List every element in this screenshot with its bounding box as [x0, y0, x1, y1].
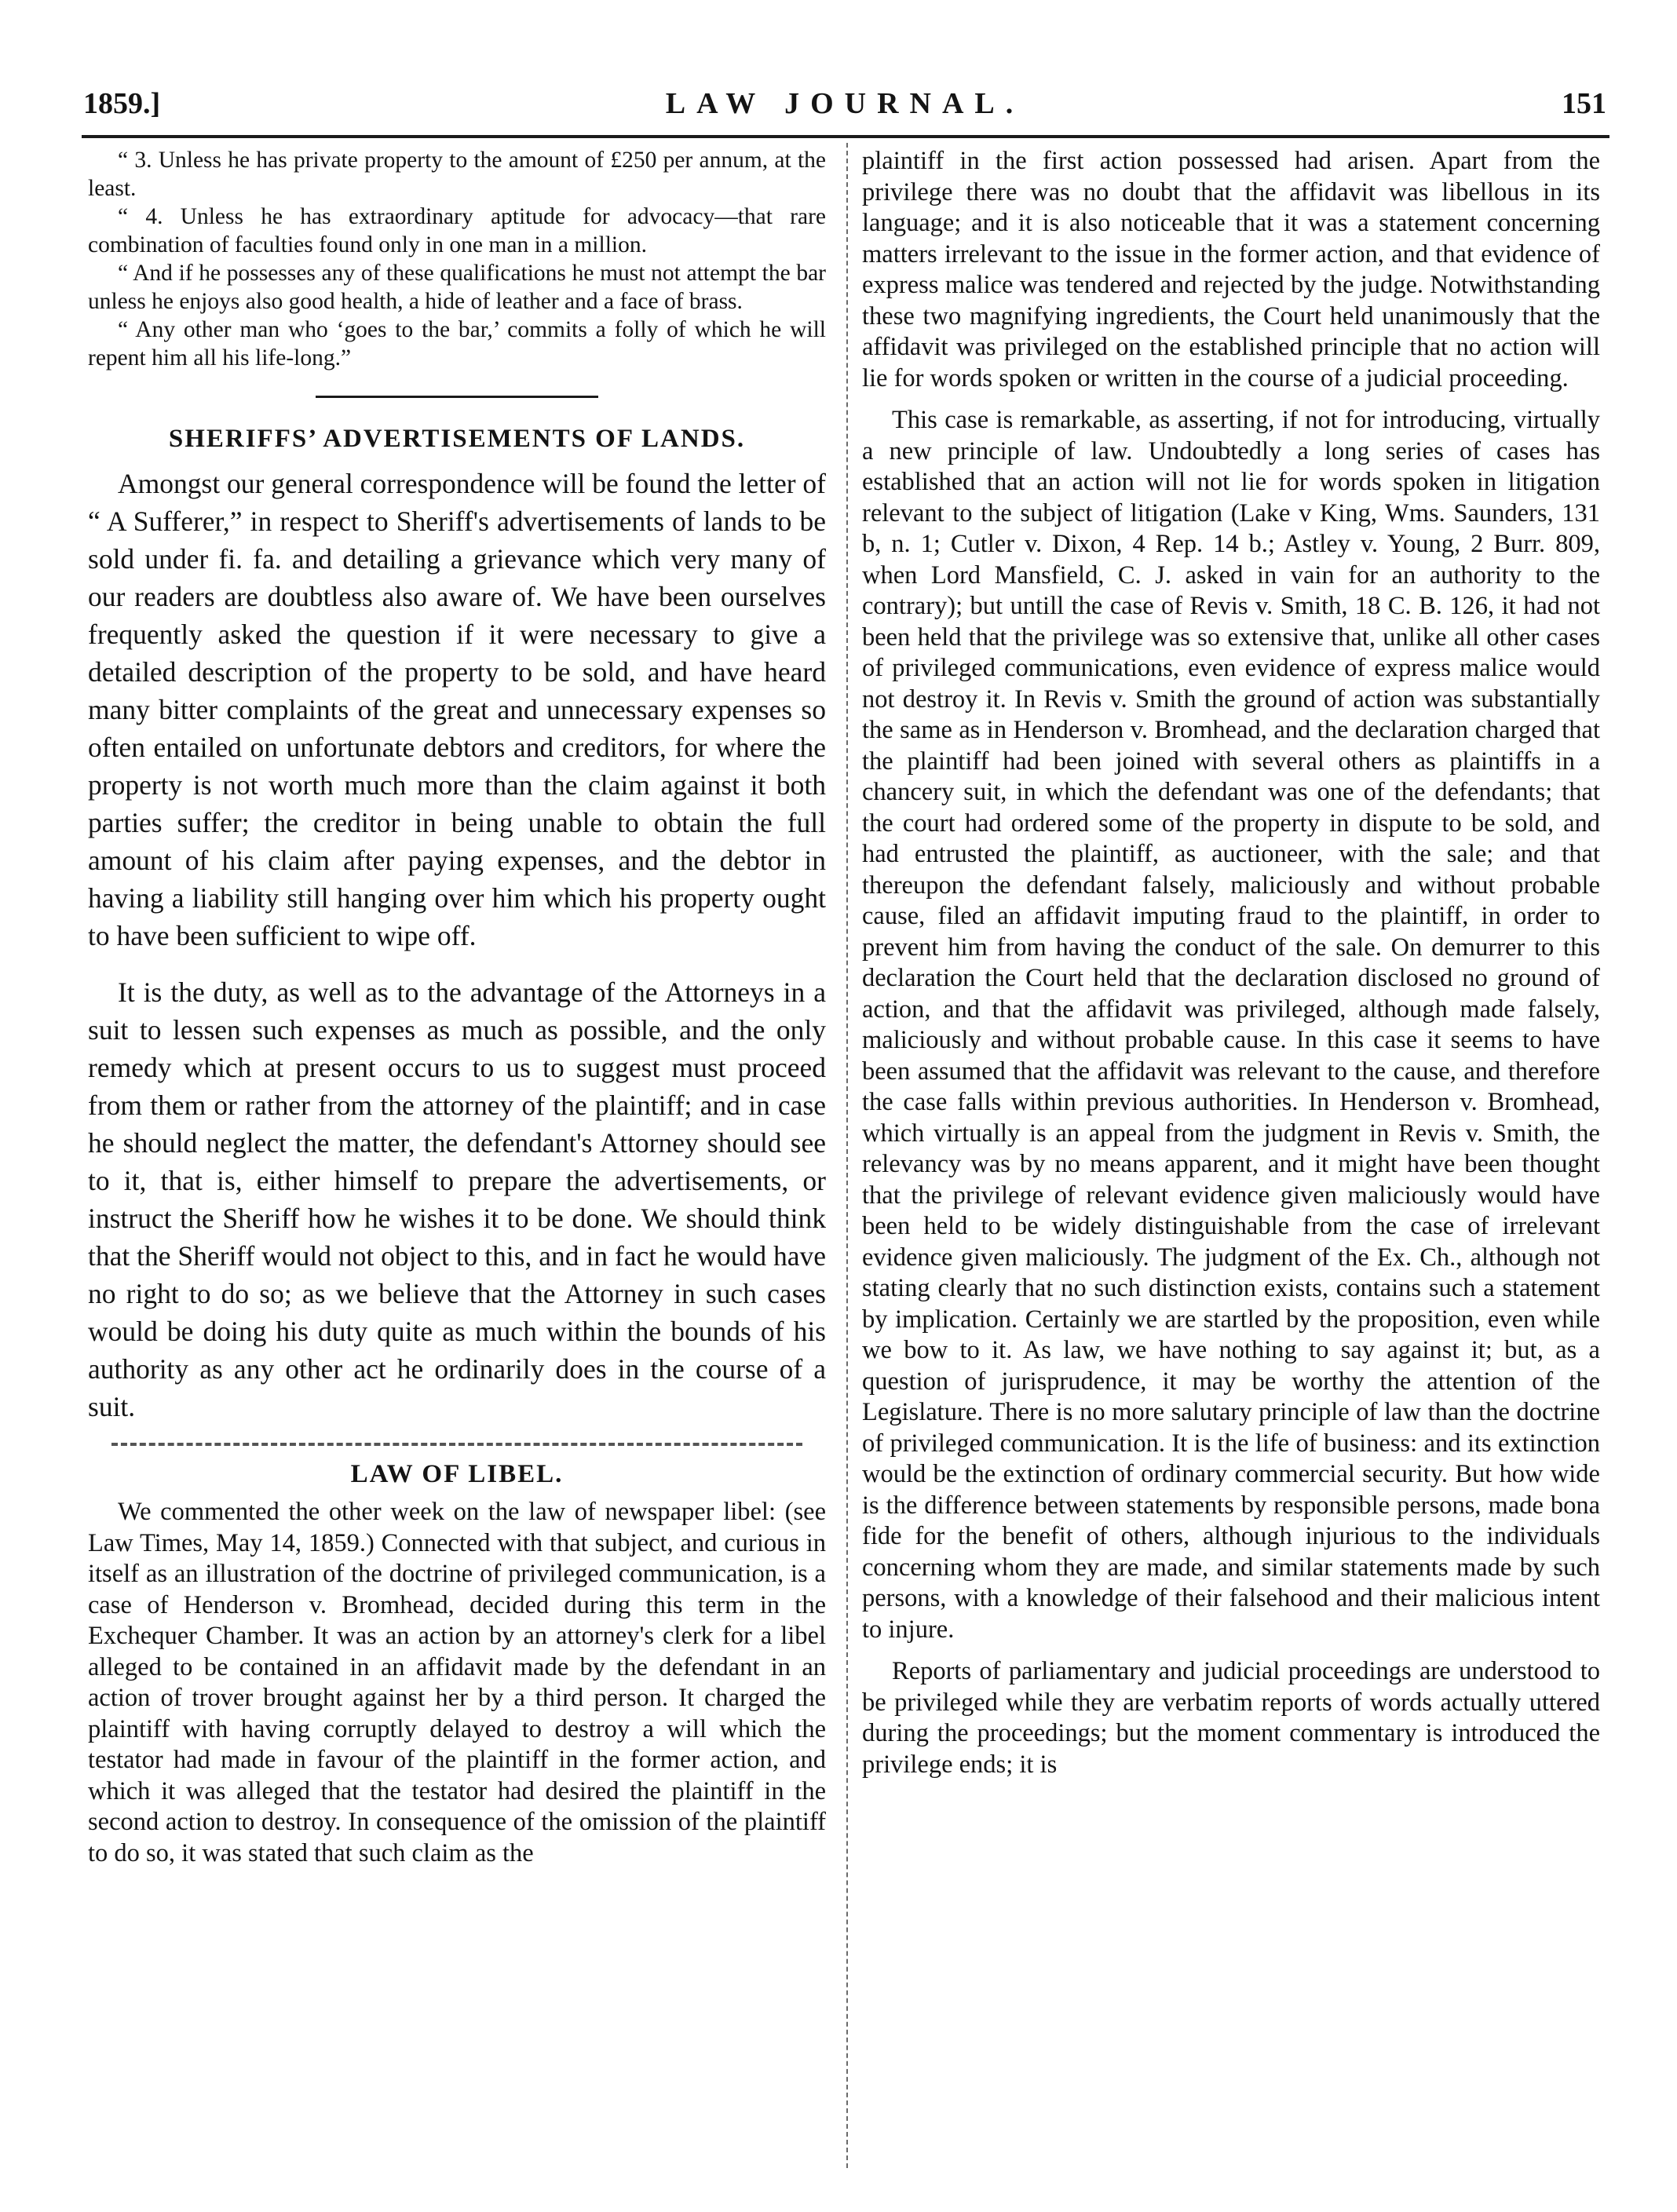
quote-paragraph: “ And if he possesses any of these qualifications he must not attempt the bar unless he enjoys also good health, a hide of leather and a face of brass. [88, 261, 826, 314]
page-number: 151 [1562, 87, 1606, 120]
paragraph-gap [88, 955, 826, 973]
paragraph-gap [862, 394, 1600, 405]
left-column [88, 146, 826, 1869]
right-column [862, 146, 1600, 1780]
sheriffs-paragraph: It is the duty, as well as to the advantage of the Attorneys in a suit to lessen such expenses as much as possible, and the only remedy which at present occurs to us to suggest must proceed from them or rather from the attorney of the plaintiff; and in case he should neglect the matter, the defendant's Attorney should see to it, that is, either himself to prepare the advertisements, or instruct the Sheriff how he wishes it to be done. We should think that the Sheriff would not object to this, and in fact he would have no right to do so; as we believe that the Attorney in such cases would be doing his duty quite as much within the bounds of his authority as any other act he ordinarily does in the course of a suit. [88, 976, 826, 1422]
header-rule [82, 135, 1609, 138]
paragraph-gap [862, 1645, 1600, 1656]
running-header [83, 86, 1606, 130]
libel-paragraph: This case is remarkable, as asserting, if not for introducing, virtually a new principle of law. Undoubtedly a long series of cases has established that an action will not lie for words spoken in litigation relevant to the subject of litigation (Lake v King, Wms. Saunders, 131 b, n. 1; Cutler v. Dixon, 4 Rep. 14 b.; Astley v. Young, 2 Burr. 809, when Lord Mansfield, C. J. asked in vain for an authority to the contrary); but untill the case of Revis v. Smith, 18 C. B. 126, it had not been held that the privilege was so extensive that, unlike all other cases of privileged communications, even evidence of express malice would not destroy it. In Revis v. Smith the ground of action was substantially the same as in Henderson v. Bromhead, and the declaration charged that the plaintiff had been joined with several others as plaintiffs in a chancery suit, in which the defendant was one of the defendants; that the court had ordered some of the property in dispute to be sold, and had entrusted the plaintiff, as auctioneer, with the sale; and that thereupon the defendant falsely, maliciously and without probable cause, filed an affidavit imputing fraud to the plaintiff, in order to prevent him from having the conduct of the sale. On demurrer to this declaration the Court held that the declaration disclosed no ground of action, and that the affidavit was privileged, although made falsely, maliciously and without probable cause. In this case it seems to have been assumed that the affidavit was relevant to the cause, and therefore the case falls within previous authorities. In Henderson v. Bromhead, which virtually is an appeal from the judgment in Revis v. Smith, the relevancy was by no means apparent, and it might have been thought that the privilege of relevant evidence given maliciously would have been held to be widely distinguishable from the case of irrelevant evidence given maliciously. The judgment of the Ex. Ch., although not stating clearly that no such distinction exists, contains such a statement by implication. Certainly we are startled by the proposition, even while we bow to it. As law, we have nothing to say against it; but, as a question of jurisprudence, it may be worthy the attention of the Legislature. There is no more salutary principle of law than the doctrine of privileged communication. It is the life of business: and its extinction would be the extinction of ordinary commercial security. But how wide is the difference between statements by responsible persons, made bona fide for the benefit of others, although injurious to the individuals concerning whom they are made, and similar statements made by such persons, with a knowledge of their falsehood and their malicious intent to injure. [862, 406, 1600, 1644]
section-rule [111, 1443, 802, 1446]
quote-paragraph: “ 3. Unless he has private property to the amount of £250 per annum, at the least. [88, 148, 826, 201]
header-year: 1859.] [83, 87, 161, 120]
quote-paragraph: “ Any other man who ‘goes to the bar,’ commits a folly of which he will repent him all his life-long.” [88, 317, 826, 370]
quote-paragraph: “ 4. Unless he has extraordinary aptitude for advocacy—that rare combination of faculties found only in one man in a million. [88, 204, 826, 257]
libel-paragraph: Reports of parliamentary and judicial proceedings are understood to be privileged while they are verbatim reports of words actually uttered during the proceedings; but the moment commentary is introduced the privilege ends; it is [862, 1657, 1600, 1779]
column-divider [846, 143, 848, 2168]
sheriffs-heading: SHERIFFS’ ADVERTISEMENTS OF LANDS. [168, 425, 746, 453]
sheriffs-paragraph: Amongst our general correspondence will be found the letter of “ A Sufferer,” in respect to Sheriff's advertisements of lands to be sold under fi. fa. and detailing a grievance which very many of our readers are doubtless also aware of. We have been ourselves frequently asked the question if it were necessary to give a detailed description of the property to be sold, and have heard many bitter complaints of the great and unnecessary expenses so often entailed on unfortunate debtors and creditors, for where the property is not worth much more than the claim against it both parties suffer; the creditor in being unable to obtain the full amount of his claim after paying expenses, and the debtor in having a liability still hanging over him which his property ought to have been sufficient to wipe off. [88, 468, 826, 951]
section-rule [316, 396, 598, 398]
journal-title: LAW JOURNAL. [665, 87, 1025, 120]
libel-paragraph: We commented the other week on the law of newspaper libel: (see Law Times, May 14, 1859.) Connected with that subject, and curious in itself as an illustration of the doctrine of privileged communication, is a case of Henderson v. Bromhead, decided during this term in the Exchequer Chamber. It was an action by an attorney's clerk for a libel alleged to be contained in an affidavit made by the defendant in an action of trover brought against her by a third person. It charged the plaintiff with having corruptly delayed to destroy a will which the testator had made in favour of the plaintiff in the former action, and which it was alleged that the testator had desired the plaintiff in the second action to destroy. In consequence of the omission of the plaintiff to do so, it was stated that such claim as the [88, 1498, 826, 1867]
libel-heading: LAW OF LIBEL. [350, 1460, 564, 1488]
libel-paragraph: plaintiff in the first action possessed had arisen. Apart from the privilege there was no doubt that the affidavit was libellous in its language; and it is also noticeable that it was a statement concerning matters irrelevant to the issue in the former action, and that evidence of express malice was tendered and rejected by the judge. Notwithstanding these two magnifying ingredients, the Court held unanimously that the affidavit was privileged on the established principle that no action will lie for words spoken or written in the course of a judicial proceeding. [862, 147, 1600, 392]
